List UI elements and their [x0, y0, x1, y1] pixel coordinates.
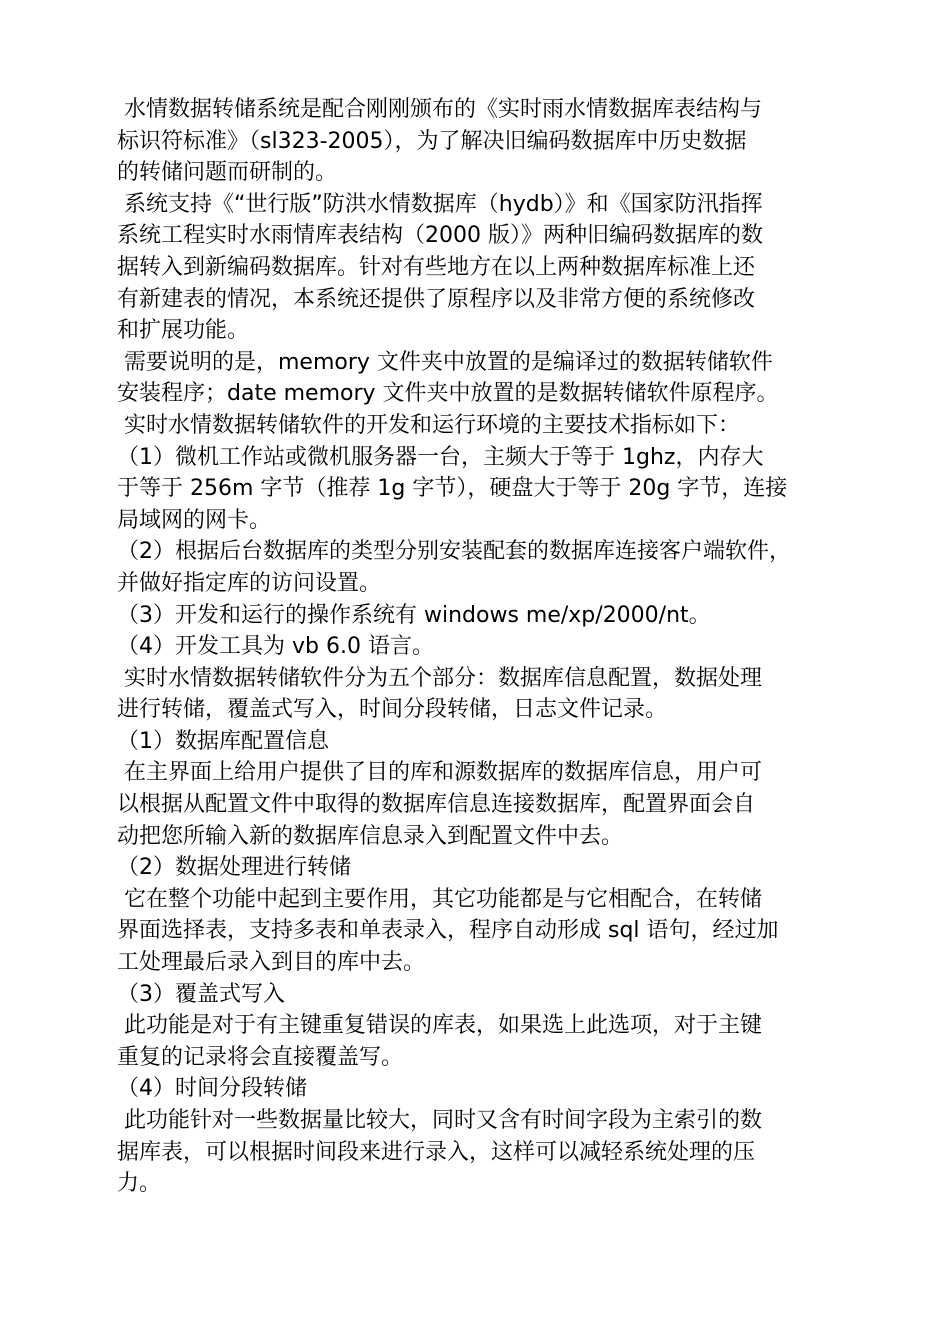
text-line: 界面选择表，支持多表和单表录入，程序自动形成 sql 语句，经过加: [117, 918, 779, 944]
text-line: 安装程序；date memory 文件夹中放置的是数据转储软件原程序。: [117, 381, 779, 407]
text-line: 系统工程实时水雨情库表结构（2000 版）》两种旧编码数据库的数: [117, 223, 763, 249]
text-line: 系统支持《“世行版”防洪水情数据库（hydb）》和《国家防汛指挥: [117, 191, 763, 217]
text-line: （3）覆盖式写入: [117, 981, 285, 1007]
text-line: 水情数据转储系统是配合刚刚颁布的《实时雨水情数据库表结构与: [117, 97, 762, 122]
text-line: （1）微机工作站或微机服务器一台，主频大于等于 1ghz，内存大: [117, 444, 764, 470]
text-line: 标识符标准》（sl323-2005），为了解决旧编码数据库中历史数据: [117, 128, 747, 154]
text-line: （2）数据处理进行转储: [117, 855, 351, 881]
document-body: [117, 94, 850, 1200]
text-line: （1）数据库配置信息: [117, 728, 329, 754]
text-line: 据转入到新编码数据库。针对有些地方在以上两种数据库标准上还: [117, 254, 756, 280]
text-line: 实时水情数据转储软件分为五个部分：数据库信息配置，数据处理: [117, 665, 762, 691]
text-line: 重复的记录将会直接覆盖写。: [117, 1044, 404, 1070]
text-line: （2）根据后台数据库的类型分别安装配套的数据库连接客户端软件，: [117, 539, 791, 565]
text-line: 以根据从配置文件中取得的数据库信息连接数据库，配置界面会自: [117, 792, 756, 818]
text-line: 它在整个功能中起到主要作用，其它功能都是与它相配合，在转储: [117, 886, 762, 912]
text-line: 据库表，可以根据时间段来进行录入，这样可以减轻系统处理的压: [117, 1139, 756, 1165]
text-line: （4）开发工具为 vb 6.0 语言。: [117, 634, 434, 660]
text-line: （3）开发和运行的操作系统有 windows me/xp/2000/nt。: [117, 602, 711, 628]
text-line: 进行转储，覆盖式写入，时间分段转储，日志文件记录。: [117, 697, 668, 723]
text-line: 和扩展功能。: [117, 318, 250, 344]
text-line: 工处理最后录入到目的库中去。: [117, 950, 426, 976]
text-line: 并做好指定库的访问设置。: [117, 570, 382, 596]
text-line: 力。: [117, 1171, 162, 1197]
text-line: （4）时间分段转储: [117, 1076, 307, 1102]
text-line: 有新建表的情况，本系统还提供了原程序以及非常方便的系统修改: [117, 286, 756, 312]
text-line: 于等于 256m 字节（推荐 1g 字节），硬盘大于等于 20g 字节，连接: [117, 476, 788, 502]
text-line: 在主界面上给用户提供了目的库和源数据库的数据库信息，用户可: [117, 760, 762, 786]
text-line: 此功能针对一些数据量比较大，同时又含有时间字段为主索引的数: [117, 1108, 762, 1133]
text-line: 需要说明的是，memory 文件夹中放置的是编译过的数据转储软件: [117, 349, 773, 375]
text-line: 动把您所输入新的数据库信息录入到配置文件中去。: [117, 823, 624, 849]
text-line: 的转储问题而研制的。: [117, 160, 338, 186]
text-line: 实时水情数据转储软件的开发和运行环境的主要技术指标如下：: [117, 412, 740, 438]
text-line: 局域网的网卡。: [117, 507, 272, 533]
text-line: 此功能是对于有主键重复错误的库表，如果选上此选项，对于主键: [117, 1013, 762, 1039]
